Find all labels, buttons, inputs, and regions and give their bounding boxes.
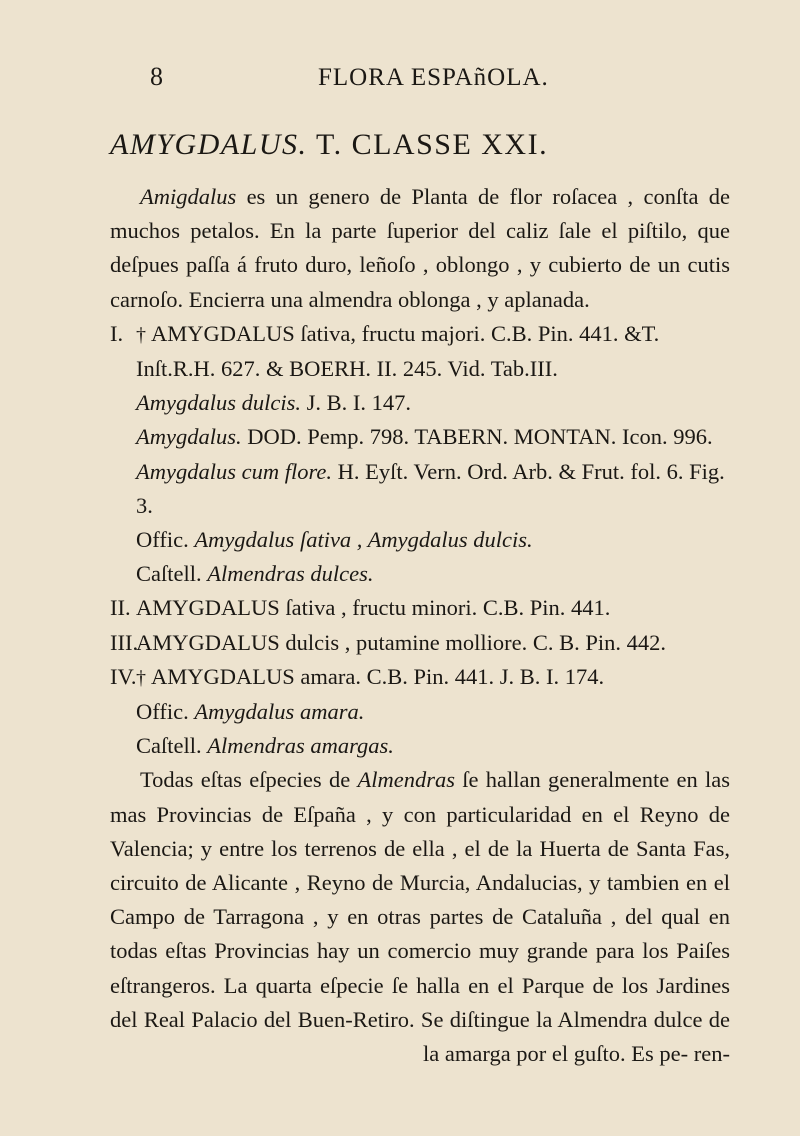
- intro-text: es un genero de Planta de flor roſacea , conſta de muchos petalos. En la parte ſuperior del caliz ſale el piſtilo, que deſpues paſſa á fruto duro, leñoſo , oblongo , y cubierto de un cutis carnoſo. Encierra una almendra oblonga , y aplanada.: [110, 184, 730, 312]
- entry-number: IV.: [110, 663, 137, 689]
- synonym-name: Amygdalus cum flore.: [136, 458, 333, 484]
- closing-text: ſe hallan generalmente en las mas Provincias de Eſpaña , y con particularidad en el Reyno de Valencia; y entre los terrenos de ella , el de la Huerta de Santa Fas, circuito de Alicante , Reyno de Murcia, Andalucias, y tambien en el Campo de Tarragona , y en otras partes de Cataluña , del qual en todas eſtas Provincias hay un comercio muy grande para los Paiſes eſtrangeros. La quarta eſpecie ſe halla en el Parque de los Jardines del Real Palacio del Buen-Retiro. Se diſtingue la Almendra dulce de la amarga por el guſto. Es pe-: [110, 767, 730, 1067]
- entry-2: [110, 591, 730, 625]
- section-title: [110, 128, 730, 162]
- entry-1: [110, 317, 730, 386]
- title-class: T. CLASSE XXI.: [307, 128, 549, 161]
- entry-text: [136, 660, 730, 695]
- synonym-line: [136, 557, 730, 591]
- intro-paragraph: [110, 180, 730, 317]
- dagger-mark: †: [136, 666, 151, 689]
- entry-text: [136, 317, 730, 386]
- title-genus: AMYGDALUS.: [110, 128, 308, 161]
- synonym-name: Amygdalus dulcis.: [136, 390, 301, 416]
- page-number: 8: [150, 62, 163, 91]
- entry-3: [110, 626, 730, 660]
- synonym-prefix: Offic.: [136, 527, 195, 553]
- dagger-mark: †: [136, 323, 151, 346]
- synonym-name: Amygdalus ſativa , Amygdalus dulcis.: [194, 527, 533, 553]
- synonym-line: [136, 695, 730, 729]
- entry-main: AMYGDALUS ſativa , fructu minori. C.B. Pin. 441.: [136, 595, 611, 621]
- synonym-line: [136, 420, 730, 454]
- page-header: [110, 62, 730, 102]
- body-text: [110, 180, 730, 1071]
- synonym-ref: J. B. I. 147.: [300, 390, 411, 416]
- closing-italic: Almendras: [357, 767, 455, 793]
- entry-main: AMYGDALUS ſativa, fructu majori. C.B. Pin. 441. &T. Inſt.R.H. 627. & BOERH. II. 245. Vid. Tab.III.: [136, 320, 660, 382]
- synonym-line: [136, 523, 730, 557]
- synonym-prefix: Offic.: [136, 699, 195, 725]
- synonym-ref: H. Eyſt. Vern. Ord. Arb. & Frut. fol. 6. Fig. 3.: [136, 458, 725, 518]
- entry-number: I.: [110, 320, 124, 346]
- entry-main: AMYGDALUS dulcis , putamine molliore. C. B. Pin. 442.: [136, 629, 666, 655]
- closing-prefix: Todas eſtas eſpecies de: [140, 767, 358, 793]
- entry-main: AMYGDALUS amara. C.B. Pin. 441. J. B. I. 174.: [151, 663, 605, 689]
- synonym-line: [136, 386, 730, 420]
- synonym-prefix: Caſtell.: [136, 561, 208, 587]
- catchword: ren-: [693, 1041, 730, 1067]
- closing-paragraph: [110, 763, 730, 1071]
- synonym-name: Amygdalus.: [136, 424, 242, 450]
- synonym-ref: DOD. Pemp. 798. TABERN. MONTAN. Icon. 996.: [241, 424, 713, 450]
- intro-genus: Amigdalus: [140, 184, 237, 209]
- synonym-prefix: Caſtell.: [136, 733, 208, 759]
- running-title: FLORA ESPAñOLA.: [318, 64, 549, 91]
- synonym-name: Amygdalus amara.: [194, 699, 365, 725]
- entry-4: [110, 660, 730, 695]
- synonym-name: Almendras amargas.: [207, 733, 394, 759]
- synonym-name: Almendras dulces.: [207, 561, 374, 587]
- entry-number: III.: [110, 629, 139, 655]
- synonym-line: [136, 729, 730, 763]
- entry-number: II.: [110, 595, 131, 621]
- synonym-line: [136, 455, 730, 523]
